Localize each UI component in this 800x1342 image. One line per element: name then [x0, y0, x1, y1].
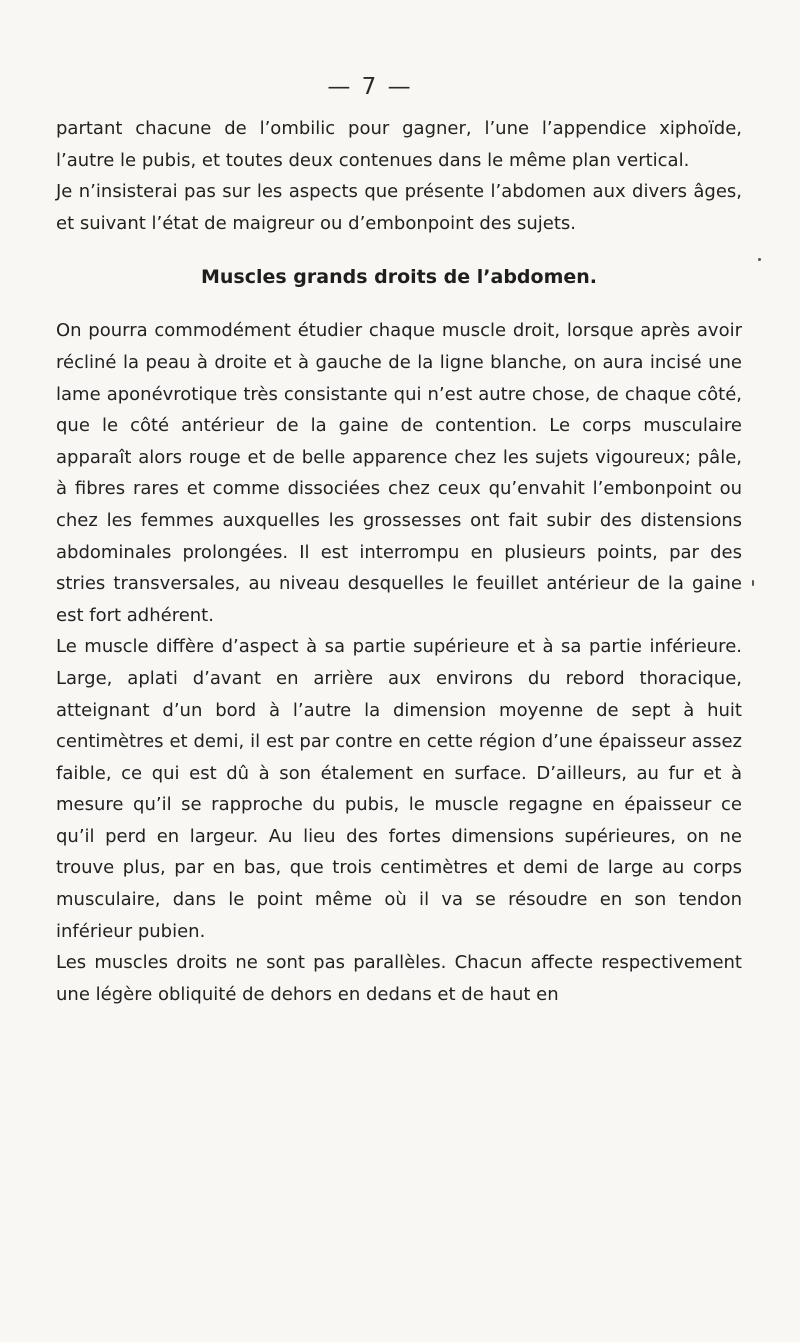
page-number: — 7 — — [327, 74, 413, 100]
section-heading: Muscles grands droits de l’abdomen. — [200, 266, 598, 289]
page-text — [56, 113, 742, 1010]
paragraph-abdomen-aspects: Je n’insisterai pas sur les aspects que présente l’abdomen aux divers âges, et suivant l’état de maigreur ou d’embonpoint des sujets. — [56, 181, 742, 234]
scan-speck — [752, 580, 754, 586]
paragraph-muscles-not-parallel: Les muscles droits ne sont pas parallèles. Chacun affecte respectivement une légère obliquité de dehors en dedans et de haut en — [56, 952, 742, 1005]
paragraph-continued: partant chacune de l’ombilic pour gagner, l’une l’appendice xiphoïde, l’autre le pubis, et toutes deux contenues dans le même plan vertical. — [56, 118, 742, 171]
paragraph-muscle-aspect: Le muscle diffère d’aspect à sa partie supérieure et à sa partie inférieure. Large, aplati d’avant en arrière aux environs du rebord thoracique, atteignant d’un bord à l’autre la dimension moyenne de sept à huit centimètres et demi, il est par contre en cette région d’une épaisseur assez faible, ce qui est dû à son étalement en surface. D’ailleurs, au fur et à mesure qu’il se rapproche du pubis, le muscle regagne en épaisseur ce qu’il perd en largeur. Au lieu des fortes dimensions supérieures, on ne trouve plus, par en bas, que trois centimètres et demi de large au corps musculaire, dans le point même où il va se résoudre en son tendon inférieur pubien. — [56, 636, 742, 942]
scan-speck — [758, 258, 761, 261]
paragraph-study-muscle: On pourra commodément étudier chaque muscle droit, lorsque après avoir récliné la peau à droite et à gauche de la ligne blanche, on aura incisé une lame aponévrotique très consistante qui n’est autre chose, de chaque côté, que le côté antérieur de la gaine de contention. Le corps musculaire apparaît alors rouge et de belle apparence chez les sujets vigoureux; pâle, à fibres rares et comme dissociées chez ceux qu’envahit l’embonpoint ou chez les femmes auxquelles les grossesses ont fait subir des distensions abdominales prolongées. Il est interrompu en plusieurs points, par des stries transversales, au niveau desquelles le feuillet antérieur de la gaine est fort adhérent. — [56, 320, 742, 626]
